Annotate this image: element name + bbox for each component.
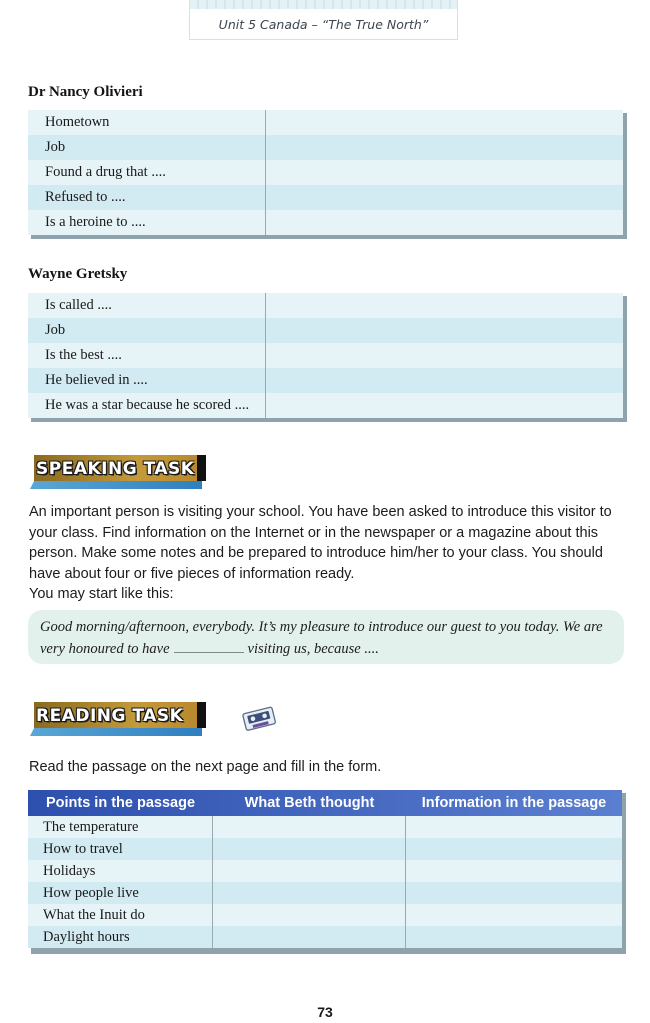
table-row (28, 293, 623, 318)
table-row (28, 185, 623, 210)
row-label: Is called .... (28, 293, 266, 318)
reading-task-heading: READING TASK (36, 706, 184, 726)
table-row (28, 318, 623, 343)
answer-cell[interactable] (266, 318, 623, 343)
example-quote-box (28, 610, 624, 664)
row-label: Job (28, 135, 266, 160)
header-decoration (190, 0, 457, 9)
row-label: What the Inuit do (28, 904, 213, 926)
olivieri-title: Dr Nancy Olivieri (28, 84, 143, 100)
row-label: Job (28, 318, 266, 343)
answer-cell[interactable] (213, 904, 406, 926)
table-row (28, 882, 622, 904)
answer-cell[interactable] (406, 816, 622, 838)
row-label: Found a drug that .... (28, 160, 266, 185)
table-row (28, 368, 623, 393)
page-number: 73 (317, 1004, 333, 1020)
row-label: He was a star because he scored .... (28, 393, 266, 418)
cassette-icon (240, 705, 280, 731)
row-label: Is the best .... (28, 343, 266, 368)
answer-cell[interactable] (266, 185, 623, 210)
answer-cell[interactable] (266, 160, 623, 185)
row-label: Hometown (28, 110, 266, 135)
column-header: Points in the passage (45, 795, 196, 811)
quote-text-start: Good morning/afternoon, everybody. It’s my pleasure to introduce our guest to you today. We are very honoured to have (40, 619, 603, 657)
answer-cell[interactable] (406, 838, 622, 860)
unit-title: Unit 5 Canada – “The True North” (218, 17, 429, 32)
answer-cell[interactable] (266, 343, 623, 368)
table-row (28, 904, 622, 926)
table-row (28, 838, 622, 860)
row-label: Holidays (28, 860, 213, 882)
answer-cell[interactable] (406, 904, 622, 926)
answer-cell[interactable] (213, 838, 406, 860)
table-header (28, 790, 622, 816)
row-label: Is a heroine to .... (28, 210, 266, 235)
quote-text-end: visiting us, because .... (247, 641, 379, 657)
table-row (28, 110, 623, 135)
speaking-start-line: You may start like this: (29, 586, 174, 602)
speaking-task-badge (30, 455, 206, 489)
answer-cell[interactable] (266, 368, 623, 393)
row-label: Refused to .... (28, 185, 266, 210)
table-row (28, 343, 623, 368)
answer-cell[interactable] (406, 882, 622, 904)
row-label: How to travel (28, 838, 213, 860)
answer-cell[interactable] (213, 882, 406, 904)
fill-in-blank[interactable] (174, 641, 244, 653)
answer-cell[interactable] (266, 135, 623, 160)
answer-cell[interactable] (406, 860, 622, 882)
row-label: He believed in .... (28, 368, 266, 393)
speaking-instructions: An important person is visiting your school. You have been asked to introduce this visitor to your class. Find information on the Internet or in the newspaper or a magazine about this person. Make some notes and be prepared to introduce him/her to your class. You should have about four or five pieces of information ready. (29, 504, 612, 582)
example-quote (40, 616, 615, 660)
speaking-task-heading: SPEAKING TASK (36, 459, 195, 479)
table-row (28, 926, 622, 948)
column-header: What Beth thought (244, 795, 375, 811)
row-label: Daylight hours (28, 926, 213, 948)
row-label: How people live (28, 882, 213, 904)
answer-cell[interactable] (266, 393, 623, 418)
answer-cell[interactable] (266, 210, 623, 235)
unit-header (189, 0, 458, 40)
row-label: The temperature (28, 816, 213, 838)
answer-cell[interactable] (266, 110, 623, 135)
reading-instruction: Read the passage on the next page and fill in the form. (29, 759, 382, 775)
gretsky-title: Wayne Gretsky (28, 266, 128, 282)
table-row (28, 393, 623, 418)
gretsky-table (28, 293, 623, 418)
reading-task-badge (30, 702, 206, 736)
reading-form-table (28, 790, 622, 950)
table-row (28, 210, 623, 235)
answer-cell[interactable] (213, 816, 406, 838)
column-header: Information in the passage (421, 795, 607, 811)
answer-cell[interactable] (213, 926, 406, 948)
table-row (28, 135, 623, 160)
table-row (28, 160, 623, 185)
answer-cell[interactable] (213, 860, 406, 882)
table-row (28, 816, 622, 838)
olivieri-table (28, 110, 623, 235)
table-row (28, 860, 622, 882)
answer-cell[interactable] (266, 293, 623, 318)
answer-cell[interactable] (406, 926, 622, 948)
